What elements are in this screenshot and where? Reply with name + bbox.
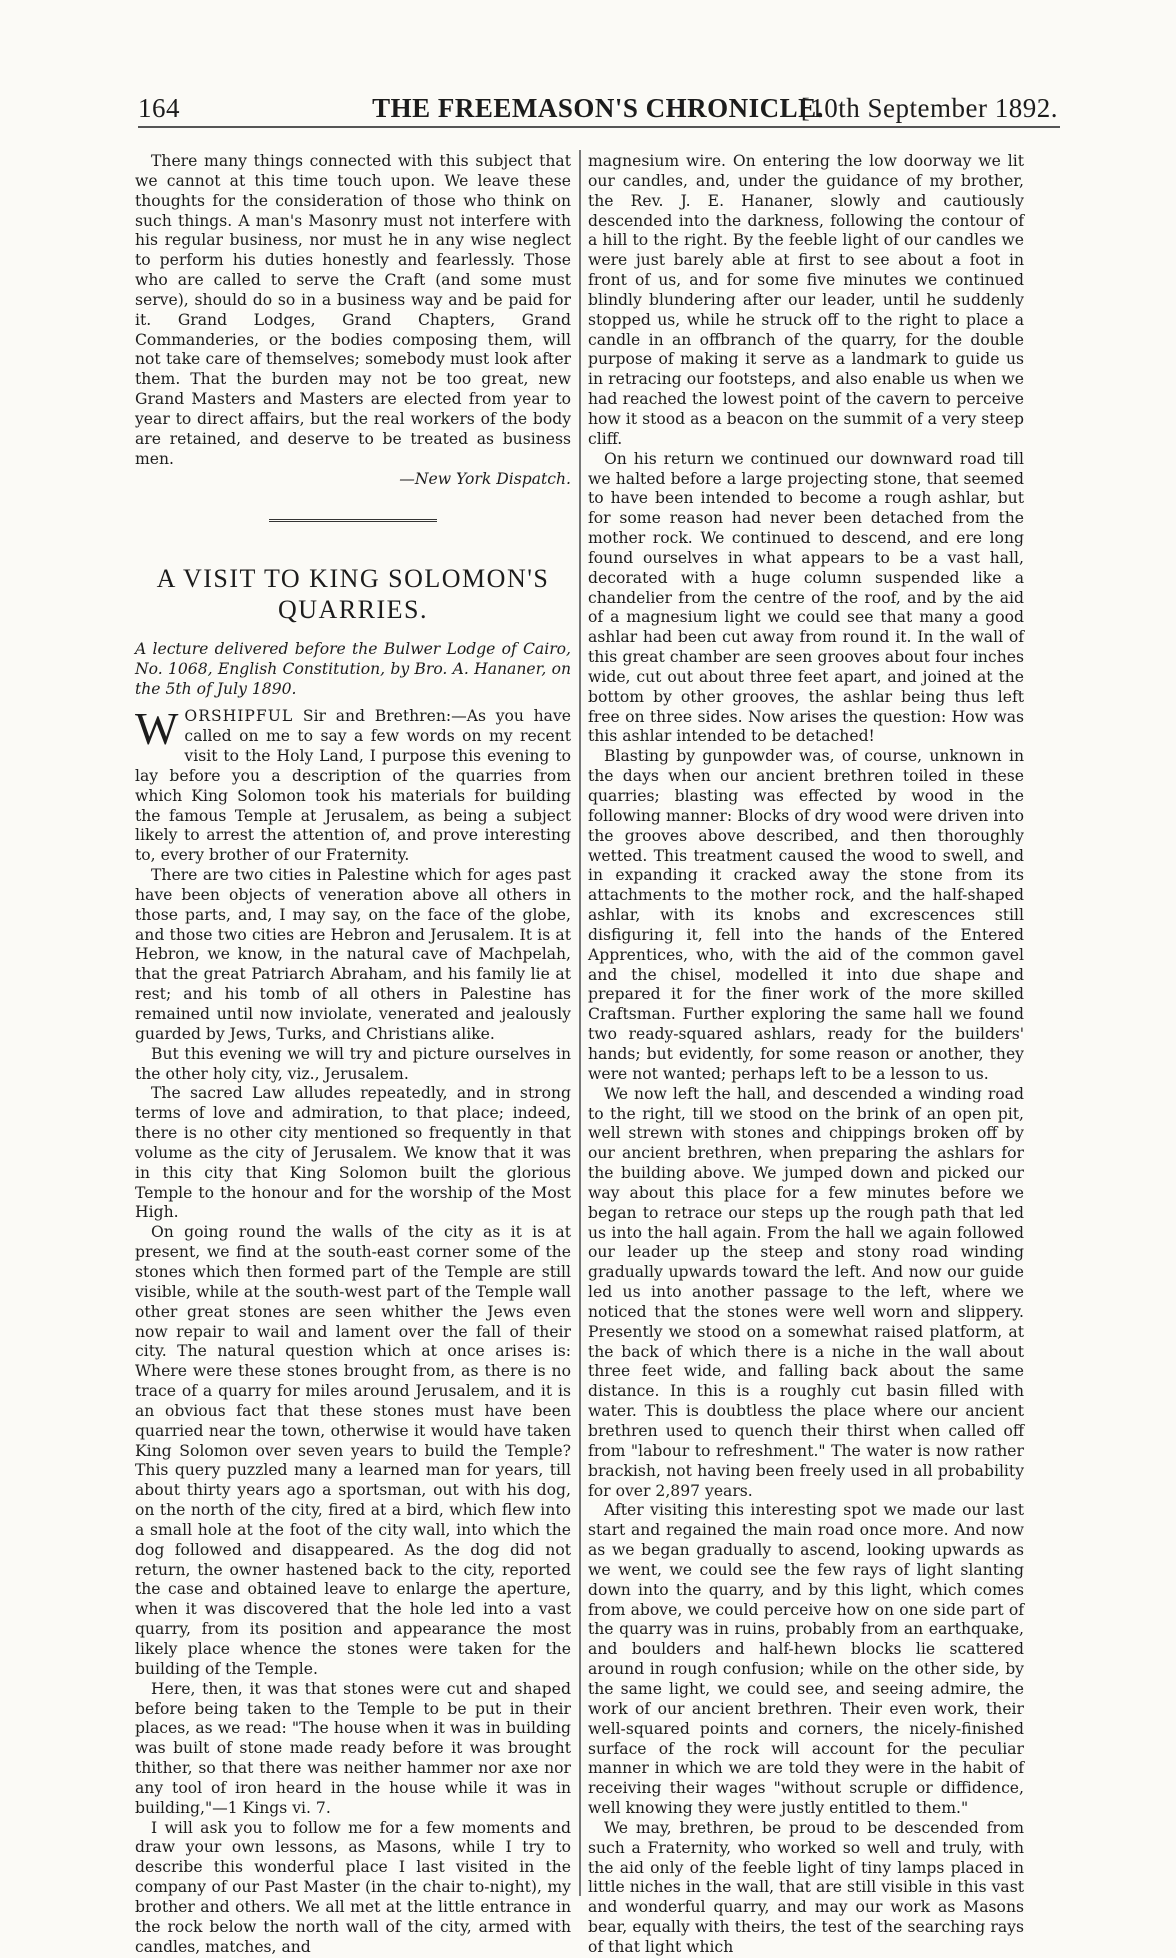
article-paragraph: On going round the walls of the city as it is at present, we find at the south-east corner some of the stones which then formed part of the Temple are still visible, while at the south-west part of the Temple wall other great stones are seen whither the Jews even now repair to wail and lament over the fall of their city. The natural question which at once arises is: Where were these stones brought from, as there is no trace of a quarry for miles around Jerusalem, and it is an obvious fact that these stones must have been quarried near the town, otherwise it would have taken King Solomon over seven years to build the Temple? This query puzzled many a learned man for years, till about thirty years ago a sportsman, out with his dog, on the north of the city, fired at a bird, which flew into a small hole at the foot of the city wall, into which the dog followed and disappeared. As the dog did not return, the owner hastened back to the city, reported the case and obtained leave to enlarge the aperture, when it was discovered that the hole led into a vast quarry, from its position and appearance the most likely place whence the stones were taken for the building of the Temple. — [135, 1223, 571, 1678]
masthead-title: THE FREEMASON'S CHRONICLE. — [372, 93, 824, 123]
article-paragraph: But this evening we will try and picture ourselves in the other holy city, viz., Jerusalem. — [135, 1044, 571, 1083]
article-paragraph: There are two cities in Palestine which for ages past have been objects of veneration above all others in those parts, and, I may say, on the face of the globe, and those two cities are Hebron and Jerusalem. It is at Hebron, we know, in the natural cave of Machpelah, that the great Patriarch Abraham, and his family lie at rest; and his tomb of all others in Palestine has remained until now inviolate, venerated and jealously guarded by Jews, Turks, and Christians alike. — [135, 866, 571, 1043]
article-paragraph: Blasting by gunpowder was, of course, unknown in the days when our ancient brethren toiled in these quarries; blasting was effected by wood in the following manner: Blocks of dry wood were driven into the grooves above described, and then thoroughly wetted. This treatment caused the wood to swell, and in expanding it cracked away the stone from its attachments to the mother rock, and the half-shaped ashlar, with its knobs and excrescences still disfiguring it, fell into the hands of the Entered Apprentices, who, with the aid of the common gavel and the chisel, modelled it into due shape and prepared it for the finer work of the more skilled Craftsman. Further exploring the same hall we found two ready-squared ashlars, ready for the builders' hands; but evidently, for some reason or another, they were not wanted; perhaps left to be a lesson to us. — [588, 747, 1024, 1083]
article-paragraph — [135, 703, 571, 866]
paragraph-text: Sir and Brethren:—As you have called on me to say a few words on my recent visit to the Holy Land, I purpose this evening to lay before you a description of the quarries from which King Solomon took his materials for building the famous Temple at Jerusalem, as being a subject likely to arrest the attention of, and prove interesting to, every brother of our Fraternity. — [135, 707, 571, 865]
right-column — [588, 152, 1024, 1958]
issue-date: [10th September 1892. — [800, 93, 1058, 123]
column-divider — [579, 150, 581, 1896]
drop-cap: W — [135, 703, 179, 755]
article-paragraph: After visiting this interesting spot we made our last start and regained the main road once more. And now as we began gradually to ascend, looking upwards as we went, we could see the few rays of light slanting down into the quarry, and by this light, which comes from above, we could perceive how on one side part of the quarry was in ruins, probably from an earthquake, and boulders and half-hewn blocks lie scattered around in rough confusion; while on the other side, by the same light, we could see, and seeing admire, the work of our ancient brethren. Their even work, their well-squared points and corners, the nicely-finished surface of the rock will account for the peculiar manner in which we are told they were in the habit of receiving their wages "without scruple or diffidence, well knowing they were justly entitled to them." — [588, 1501, 1024, 1818]
intro-paragraph: There many things connected with this subject that we cannot at this time touch upon. We leave these thoughts for the consideration of those who think on such things. A man's Masonry must not interfere with his regular business, nor must he in any wise neglect to perform his duties honestly and fearlessly. Those who are called to serve the Craft (and some must serve), should do so in a business way and be paid for it. Grand Lodges, Grand Chapters, Grand Commanderies, or the bodies composing them, will not take care of themselves; somebody must look after them. That the burden may not be too great, new Grand Masters and Masters are elected from year to year to direct affairs, but the real workers of the body are retained, and deserve to be treated as business men. — [135, 152, 571, 468]
article-paragraph: I will ask you to follow me for a few moments and draw your own lessons, as Masons, while I try to describe this wonderful place I last visited in the company of our Past Master (in the chair to-night), my brother and others. We all met at the little entrance in the rock below the north wall of the city, armed with candles, matches, and — [135, 1818, 571, 1956]
article-paragraph: The sacred Law alludes repeatedly, and in strong terms of love and admiration, to that place; indeed, there is no other city mentioned so frequently in that volume as the city of Jerusalem. We know that it was in this city that King Solomon built the glorious Temple to the honour and for the worship of the Most High. — [135, 1084, 571, 1222]
article-title: A VISIT TO KING SOLOMON'S QUARRIES. — [156, 564, 550, 625]
left-column — [135, 152, 571, 1958]
source-credit: —New York Dispatch. — [399, 469, 571, 488]
article-paragraph: We now left the hall, and descended a winding road to the right, till we stood on the brink of an open pit, well strewn with stones and chippings broken off by our ancient brethren, when preparing the ashlars for the building above. We jumped down and picked our way about this place for a few minutes before we began to retrace our steps up the rough path that led us into the hall again. From the hall we again followed our leader up the steep and stony road winding gradually upwards toward the left. And now our guide led us into another passage to the left, where we noticed that the stones were well worn and slippery. Presently we stood on a somewhat raised platform, at the back of which there is a niche in the wall about three feet wide, and falling back about the same distance. In this is a roughly cut basin filled with water. This is doubtless the place where our ancient brethren used to quench their thirst when called off from "labour to refreshment." The water is now rather brackish, not having been freely used in all probability for over 2,897 years. — [588, 1084, 1024, 1500]
header-rule — [138, 126, 1060, 128]
section-separator — [269, 519, 437, 525]
page-number: 164 — [138, 93, 180, 123]
article-paragraph: On his return we continued our downward road till we halted before a large projecting stone, that seemed to have been intended to become a rough ashlar, but for some reason had never been detached from the mother rock. We continued to descend, and ere long found ourselves in what appears to be a vast hall, decorated with a huge column suspended like a chandelier from the centre of the roof, and by the aid of a magnesium light we could see that many a good ashlar had been cut away from round it. In the wall of this great chamber are seen grooves about four inches wide, cut out about three feet apart, and joined at the bottom by other grooves, the ashlar being thus left free on three sides. Now arises the question: How was this ashlar intended to be detached! — [588, 449, 1024, 746]
article-paragraph: We may, brethren, be proud to be descended from such a Fraternity, who worked so well and truly, with the aid only of the feeble light of tiny lamps placed in little niches in the wall, that are still visible in this vast and wonderful quarry, and may our work as Masons bear, equally with theirs, the test of the searching rays of that light which — [588, 1818, 1024, 1956]
opening-word: ORSHIPFUL — [184, 707, 294, 726]
article-paragraph: Here, then, it was that stones were cut and shaped before being taken to the Temple to be put in their places, as we read: "The house when it was in building was built of stone made ready before it was brought thither, so that there was neither hammer nor axe nor any tool of iron heard in the house while it was in building,"—1 Kings vi. 7. — [135, 1679, 571, 1817]
article-byline: A lecture delivered before the Bulwer Lodge of Cairo, No. 1068, English Constitution, by Bro. A. Hananer, on the 5th of July 1890. — [135, 640, 571, 699]
article-paragraph: magnesium wire. On entering the low doorway we lit our candles, and, under the guidance of my brother, the Rev. J. E. Hananer, slowly and cautiously descended into the darkness, following the contour of a hill to the right. By the feeble light of our candles we were just barely able at first to see about a foot in front of us, and for some five minutes we continued blindly blundering after our leader, until he suddenly stopped us, while he struck off to the right to place a candle in an offbranch of the quarry, for the double purpose of making it serve as a landmark to guide us in retracing our footsteps, and also enable us when we had reached the lowest point of the cavern to perceive how it stood as a beacon on the summit of a very steep cliff. — [588, 152, 1024, 448]
